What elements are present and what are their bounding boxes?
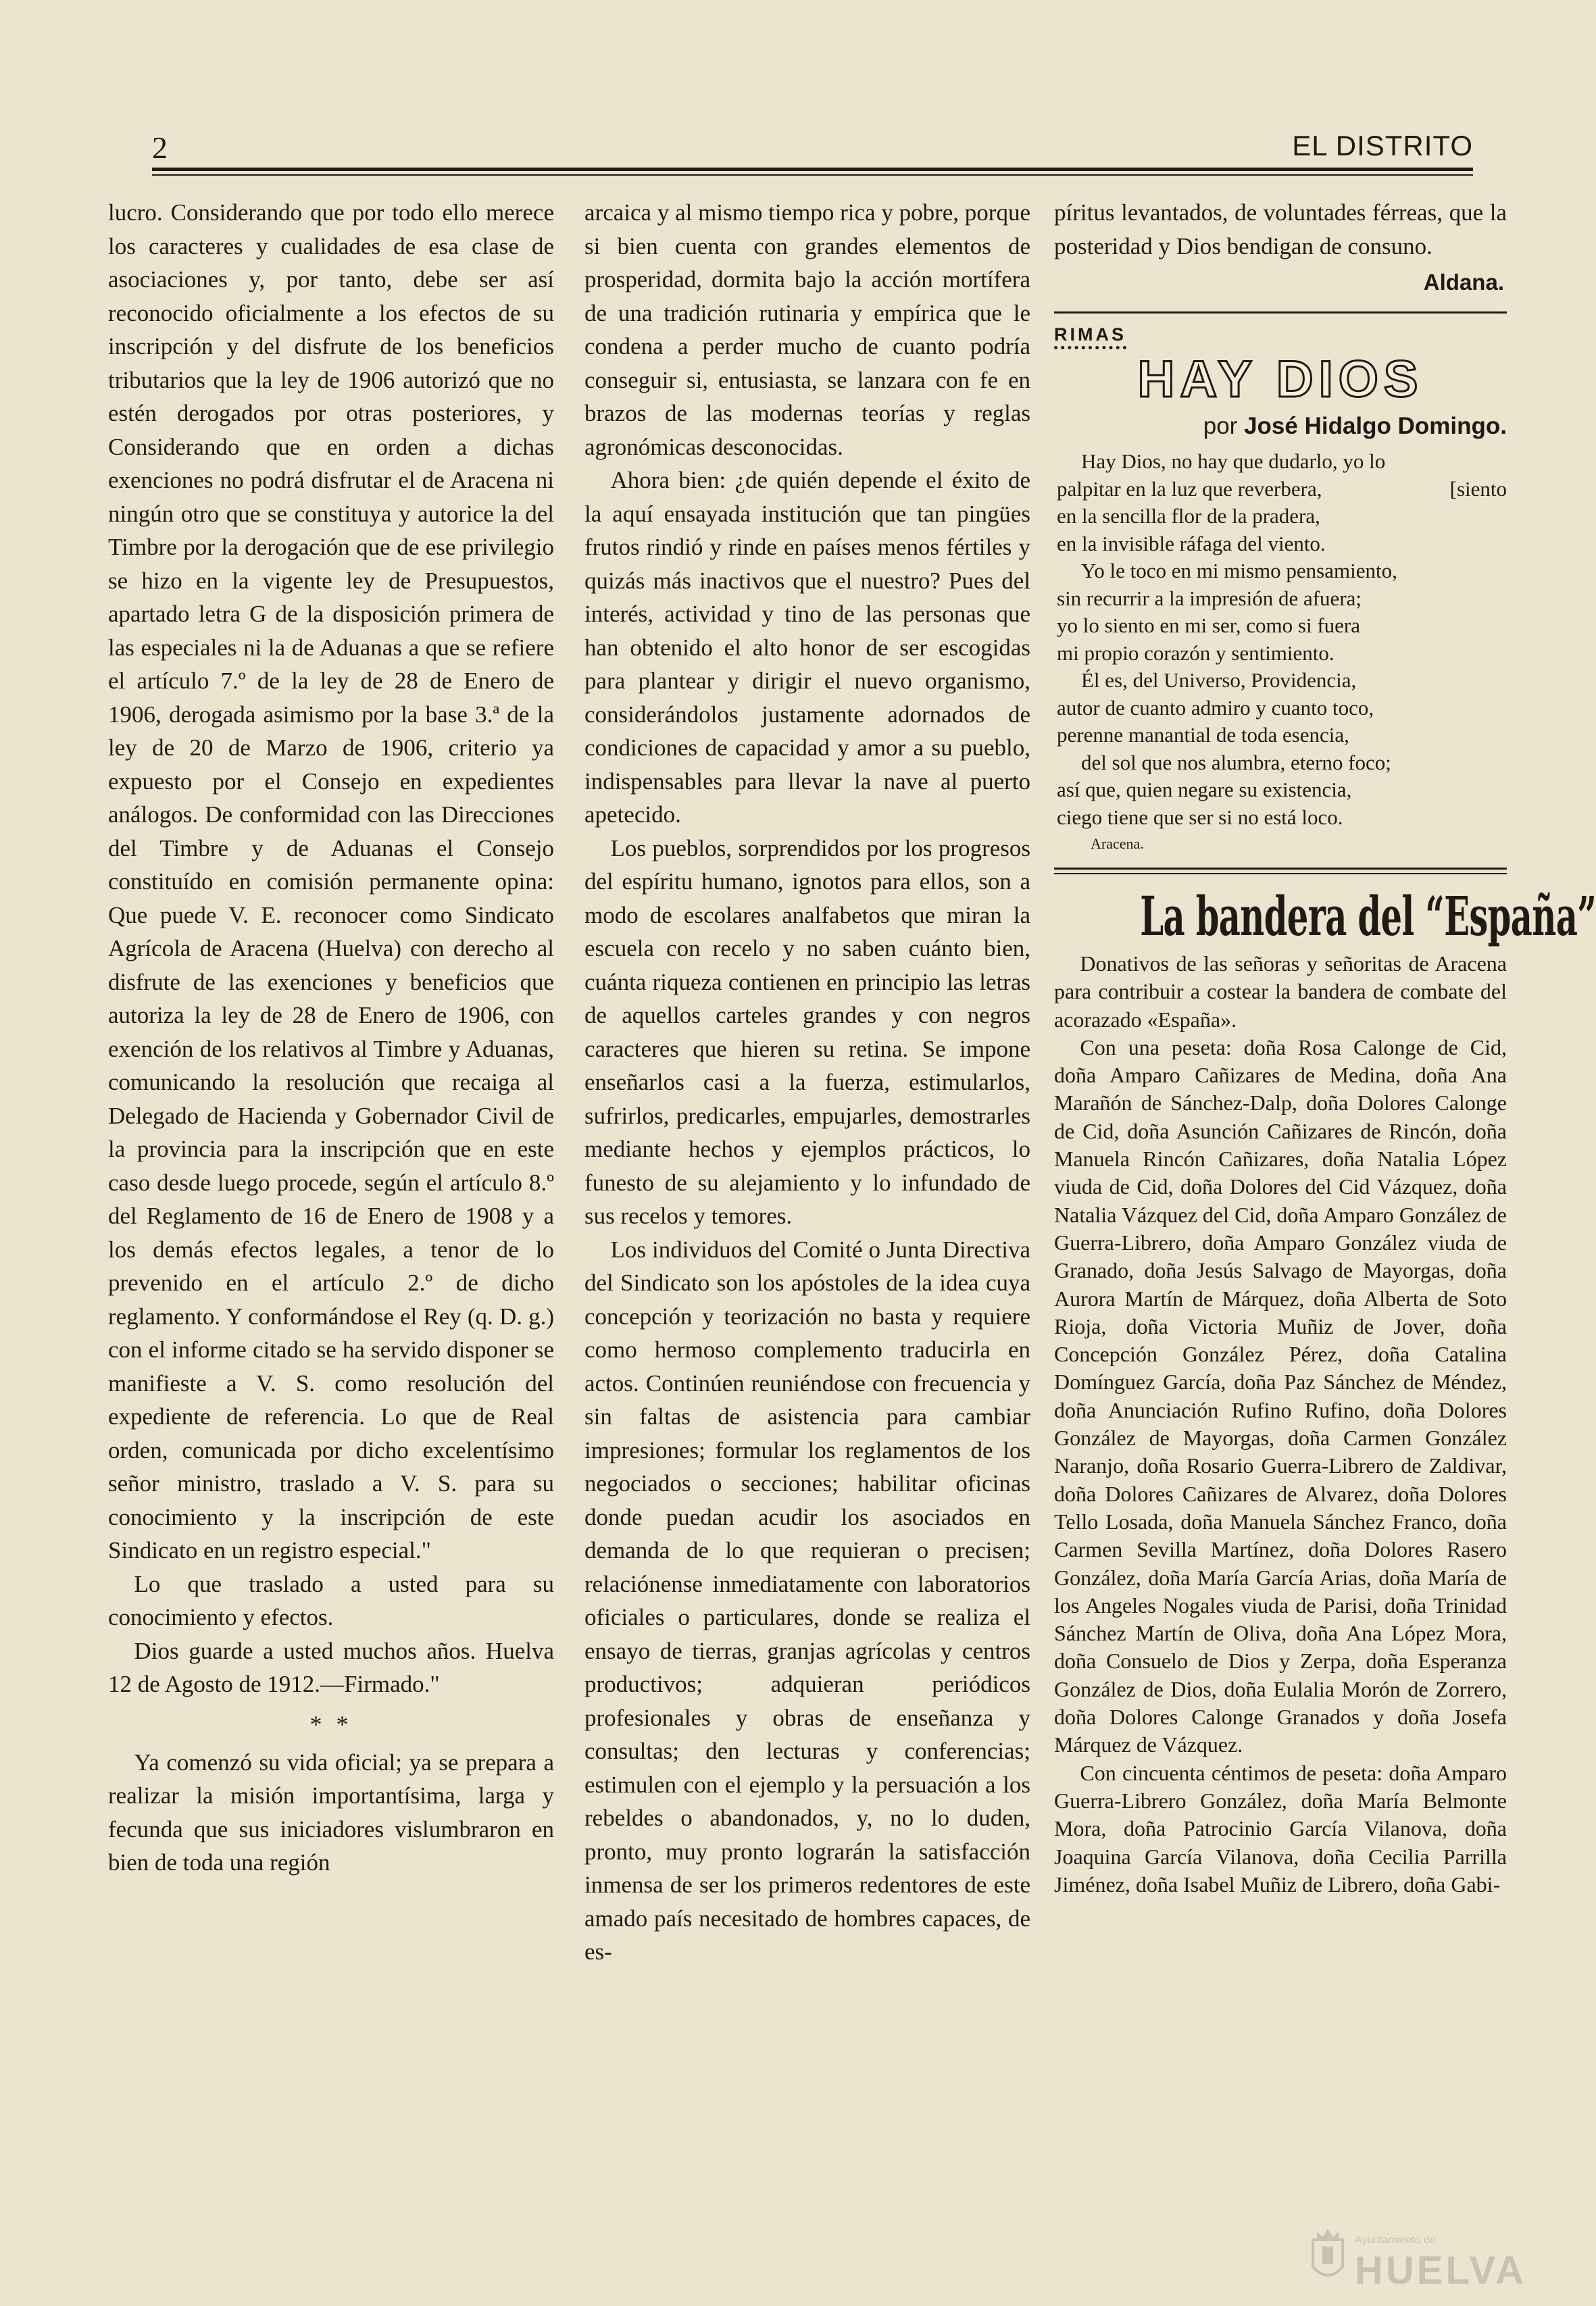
archive-watermark xyxy=(1307,2172,1530,2297)
article-paragraph: Donativos de las señoras y señoritas de Aracena para contribuir a costear la bandera de combate del acorazado «España». xyxy=(1054,951,1507,1032)
article-title: La bandera del “España” xyxy=(1140,884,1596,948)
poem-author: José Hidalgo Domingo. xyxy=(1244,413,1507,439)
header-rule xyxy=(152,168,1473,171)
article-paragraph: Los pueblos, sorprendidos por los progresos del espíritu humano, ignotos para ellos, son a modo de escolares analfabetos que miran la escuela con recelo y no saben cuánto bien, cuánta riqueza contienen en principio las letras de aquellos carteles grandes y con negros caracteres que hieren su retina. Se impone enseñarlos casi a la fuerza, estimularlos, sufrirlos, predicarles, empujarles, demostrarles mediante hechos y ejemplos prácticos, lo funesto de su alejamiento y lo infundado de sus recelos y temores. xyxy=(584,834,1030,1229)
section-rule xyxy=(1054,311,1507,314)
article-paragraph: Lo que traslado a usted para su conocimiento y efectos. xyxy=(108,1570,554,1630)
article-paragraph: Los individuos del Comité o Junta Directiva del Sindicato son los apóstoles de la idea cuya concepción y teorización no basta y requiere como hermoso complemento traducirla en actos. Continúen reuniéndose con frecuencia y sin faltas de asistencia para cambiar impresiones; formular los reglamentos de los negociados o secciones; habilitar oficinas donde puedan acudir los asociados en demanda de lo que requieran o precisen; relaciónense inmediatamente con laboratorios oficiales o particulares, donde se realiza el ensayo de tierras, granjas agrícolas y centros productivos; adquieran periódicos profesionales y obras de enseñanza y consultas; den lecturas y conferencias; estimulen con el ejemplo y la persuación a los rebeldes o abandonados, y, no lo duden, pronto, muy pronto lograrán la satisfacción inmensa de ser los primeros redentores de este amado país necesitado de hombres capaces, de es- xyxy=(584,1236,1030,1965)
poem-line: mi propio corazón y sentimiento. xyxy=(1057,641,1335,665)
poem-place: Aracena. xyxy=(1091,835,1144,852)
article-signature: Aldana. xyxy=(1423,270,1504,295)
article-paragraph: arcaica y al mismo tiempo rica y pobre, porque si bien cuenta con grandes elementos de prosperidad, dormita bajo la acción mortífera de una tradición rutinaria y empírica que le condena a perder mucho de cuanto podría conseguir si, entusiasta, se lanzara con fe en brazos de las modernas teorías y reglas agronómicas desconocidas. xyxy=(584,199,1030,460)
poem-line: Hay Dios, no hay que dudarlo, yo lo xyxy=(1081,449,1386,473)
watermark-line2: HUELVA xyxy=(1355,2249,1526,2292)
column-3 xyxy=(1054,196,1596,2142)
poem-line-text: palpitar en la luz que reverbera, xyxy=(1057,476,1322,501)
article-paragraph: Ya comenzó su vida oficial; ya se prepara a realizar la misión importantísima, larga y fecunda que sus iniciadores vislumbraron en bien de toda una región xyxy=(108,1749,554,1876)
poem-line: en la invisible ráfaga del viento. xyxy=(1057,531,1326,555)
article-paragraph: Dios guarde a usted muchos años. Huelva 12 de Agosto de 1912.—Firmado." xyxy=(108,1637,554,1697)
poem-line: en la sencilla flor de la pradera, xyxy=(1057,504,1320,528)
donation-list xyxy=(1054,950,1507,1899)
poem-line: perenne manantial de toda esencia, xyxy=(1057,723,1349,747)
watermark-line1: Ayuntamiento de xyxy=(1355,2234,1436,2246)
poem-section xyxy=(1054,324,1507,854)
article-paragraph: píritus levantados, de voluntades férreas, que la posteridad y Dios bendigan de consuno. xyxy=(1054,199,1507,259)
poem-line xyxy=(1054,476,1507,503)
article-paragraph: Con una peseta: doña Rosa Calonge de Cid, doña Amparo Cañizares de Medina, doña Ana Marañón de Sánchez-Dalp, doña Dolores Calonge de Cid, doña Asunción Cañizares de Rincón, doña Manuela Rincón Cañizares, doña Natalia López viuda de Cid, doña Dolores del Cid Vázquez, doña Natalia Vázquez del Cid, doña Amparo González de Guerra-Librero, doña Amparo González viuda de Granado, doña Jesús Salvago de Mayorgas, doña Aurora Martín de Márquez, doña Alberta de Soto Rioja, doña Victoria Muñiz de Jover, doña Concepción González Pérez, doña Catalina Domínguez García, doña Paz Sánchez de Méndez, doña Anunciación Rufino Rufino, doña Dolores González de Mayorgas, doña Carmen González Naranjo, doña Rosario Guerra-Librero de Zaldivar, doña Dolores Cañizares de Alvarez, doña Dolores Tello Losada, doña Manuela Sánchez Franco, doña Carmen Sevilla Martínez, doña Dolores Rasero González, doña María García Arias, doña María de los Angeles Nogales viuda de Parisi, doña Trinidad Sánchez Martín de Oliva, doña Ana López Mora, doña Consuelo de Dios y Zerpa, doña Esperanza González de Dios, doña Eulalia Morón de Zorrero, doña Dolores Calonge Granados y doña Josefa Márquez de Vázquez. xyxy=(1054,1034,1507,1757)
poem-byline xyxy=(1054,409,1507,444)
flag-article xyxy=(1054,882,1596,1899)
page-header xyxy=(152,130,1473,170)
poem-line: del sol que nos alumbra, eterno foco; xyxy=(1081,750,1391,774)
poem-line: ciego tiene que ser si no está loco. xyxy=(1057,805,1343,829)
article-paragraph: Con cincuenta céntimos de peseta: doña Amparo Guerra-Librero González, doña María Belmonte Mora, doña Patrocinio García Vilanova, doña Joaquina García Vilanova, doña Cecilia Parrilla Jiménez, doña Isabel Muñiz de Librero, doña Gabi- xyxy=(1054,1760,1507,1897)
crest-icon xyxy=(1307,2226,1348,2287)
header-rule-thin xyxy=(152,174,1473,176)
column-1 xyxy=(108,196,554,2142)
section-rule xyxy=(1054,868,1507,874)
poem-line: así que, quien negare su existencia, xyxy=(1057,778,1352,801)
page-number: 2 xyxy=(152,130,168,165)
byline-prefix: por xyxy=(1203,413,1238,439)
poem-line: Yo le toco en mi mismo pensamiento, xyxy=(1081,559,1397,582)
newspaper-title: EL DISTRITO xyxy=(1292,130,1473,161)
section-label: RIMAS xyxy=(1054,324,1126,349)
poem-line-turnover: [siento xyxy=(1449,476,1507,501)
poem-line: Él es, del Universo, Providencia, xyxy=(1081,668,1357,692)
column-2 xyxy=(584,196,1030,2142)
poem-body xyxy=(1054,448,1507,831)
article-paragraph: lucro. Considerando que por todo ello merece los caracteres y cualidades de esa clase de asociaciones y, por tanto, debe ser así reconocido oficialmente a los efectos de su inscripción y del disfrute de los beneficios tributarios que la ley de 1906 autorizó que no estén derogados por otras posteriores, y Considerando que en orden a dichas exenciones no podrá disfrutar el de Aracena ni ningún otro que se constituya y autorice la del Timbre por la derogación que de ese privilegio se hizo en la vigente ley de Presupuestos, apartado letra G de la disposición primera de las especiales ni la de Aduanas a que se refiere el artículo 7.º de la ley de 28 de Enero de 1906, derogada asimismo por la base 3.ª de la ley de 20 de Marzo de 1906, criterio ya expuesto por el Consejo en expedientes análogos. De conformidad con las Direcciones del Timbre y de Aduanas el Consejo constituído en comisión permanente opina: Que puede V. E. reconocer como Sindicato Agrícola de Aracena (Huelva) con derecho al disfrute de las exenciones y beneficios que autoriza la ley de 28 de Enero de 1906, con exención de los relativos al Timbre y Aduanas, comunicando la resolución que recaiga al Delegado de Hacienda y Gobernador Civil de la provincia para la inscripción que en este caso desde luego procede, según el artículo 8.º del Reglamento de 16 de Enero de 1908 y a los demás efectos legales, a tenor de lo prevenido en el artículo 2.º de dicho reglamento. Y conformándose el Rey (q. D. g.) con el informe citado se ha servido disponer se manifieste a V. S. como resolución del expediente de referencia. Lo que de Real orden, comunicada por dicho excelentísimo señor ministro, traslado a V. S. para su conocimiento y la inscripción de este Sindicato en un registro especial." xyxy=(108,199,554,1563)
poem-line: sin recurrir a la impresión de afuera; xyxy=(1057,586,1362,610)
poem-line: autor de cuanto admiro y cuanto toco, xyxy=(1057,695,1374,720)
poem-title: HAY DIOS xyxy=(1054,352,1507,407)
poem-line: yo lo siento en mi ser, como si fuera xyxy=(1057,613,1361,637)
section-separator: * * xyxy=(309,1710,353,1738)
article-paragraph: Ahora bien: ¿de quién depende el éxito de la aquí ensayada institución que tan pingües frutos rindió y rinde en países menos fértiles y quizás más inactivos que el nuestro? Pues del interés, actividad y tino de las personas que han obtenido el alto honor de ser escogidas para plantear y dirigir el nuevo organismo, considerándolos justamente adornados de condiciones de capacidad y amor a su pueblo, indispensables para llevar la nave al puerto apetecido. xyxy=(584,467,1030,828)
